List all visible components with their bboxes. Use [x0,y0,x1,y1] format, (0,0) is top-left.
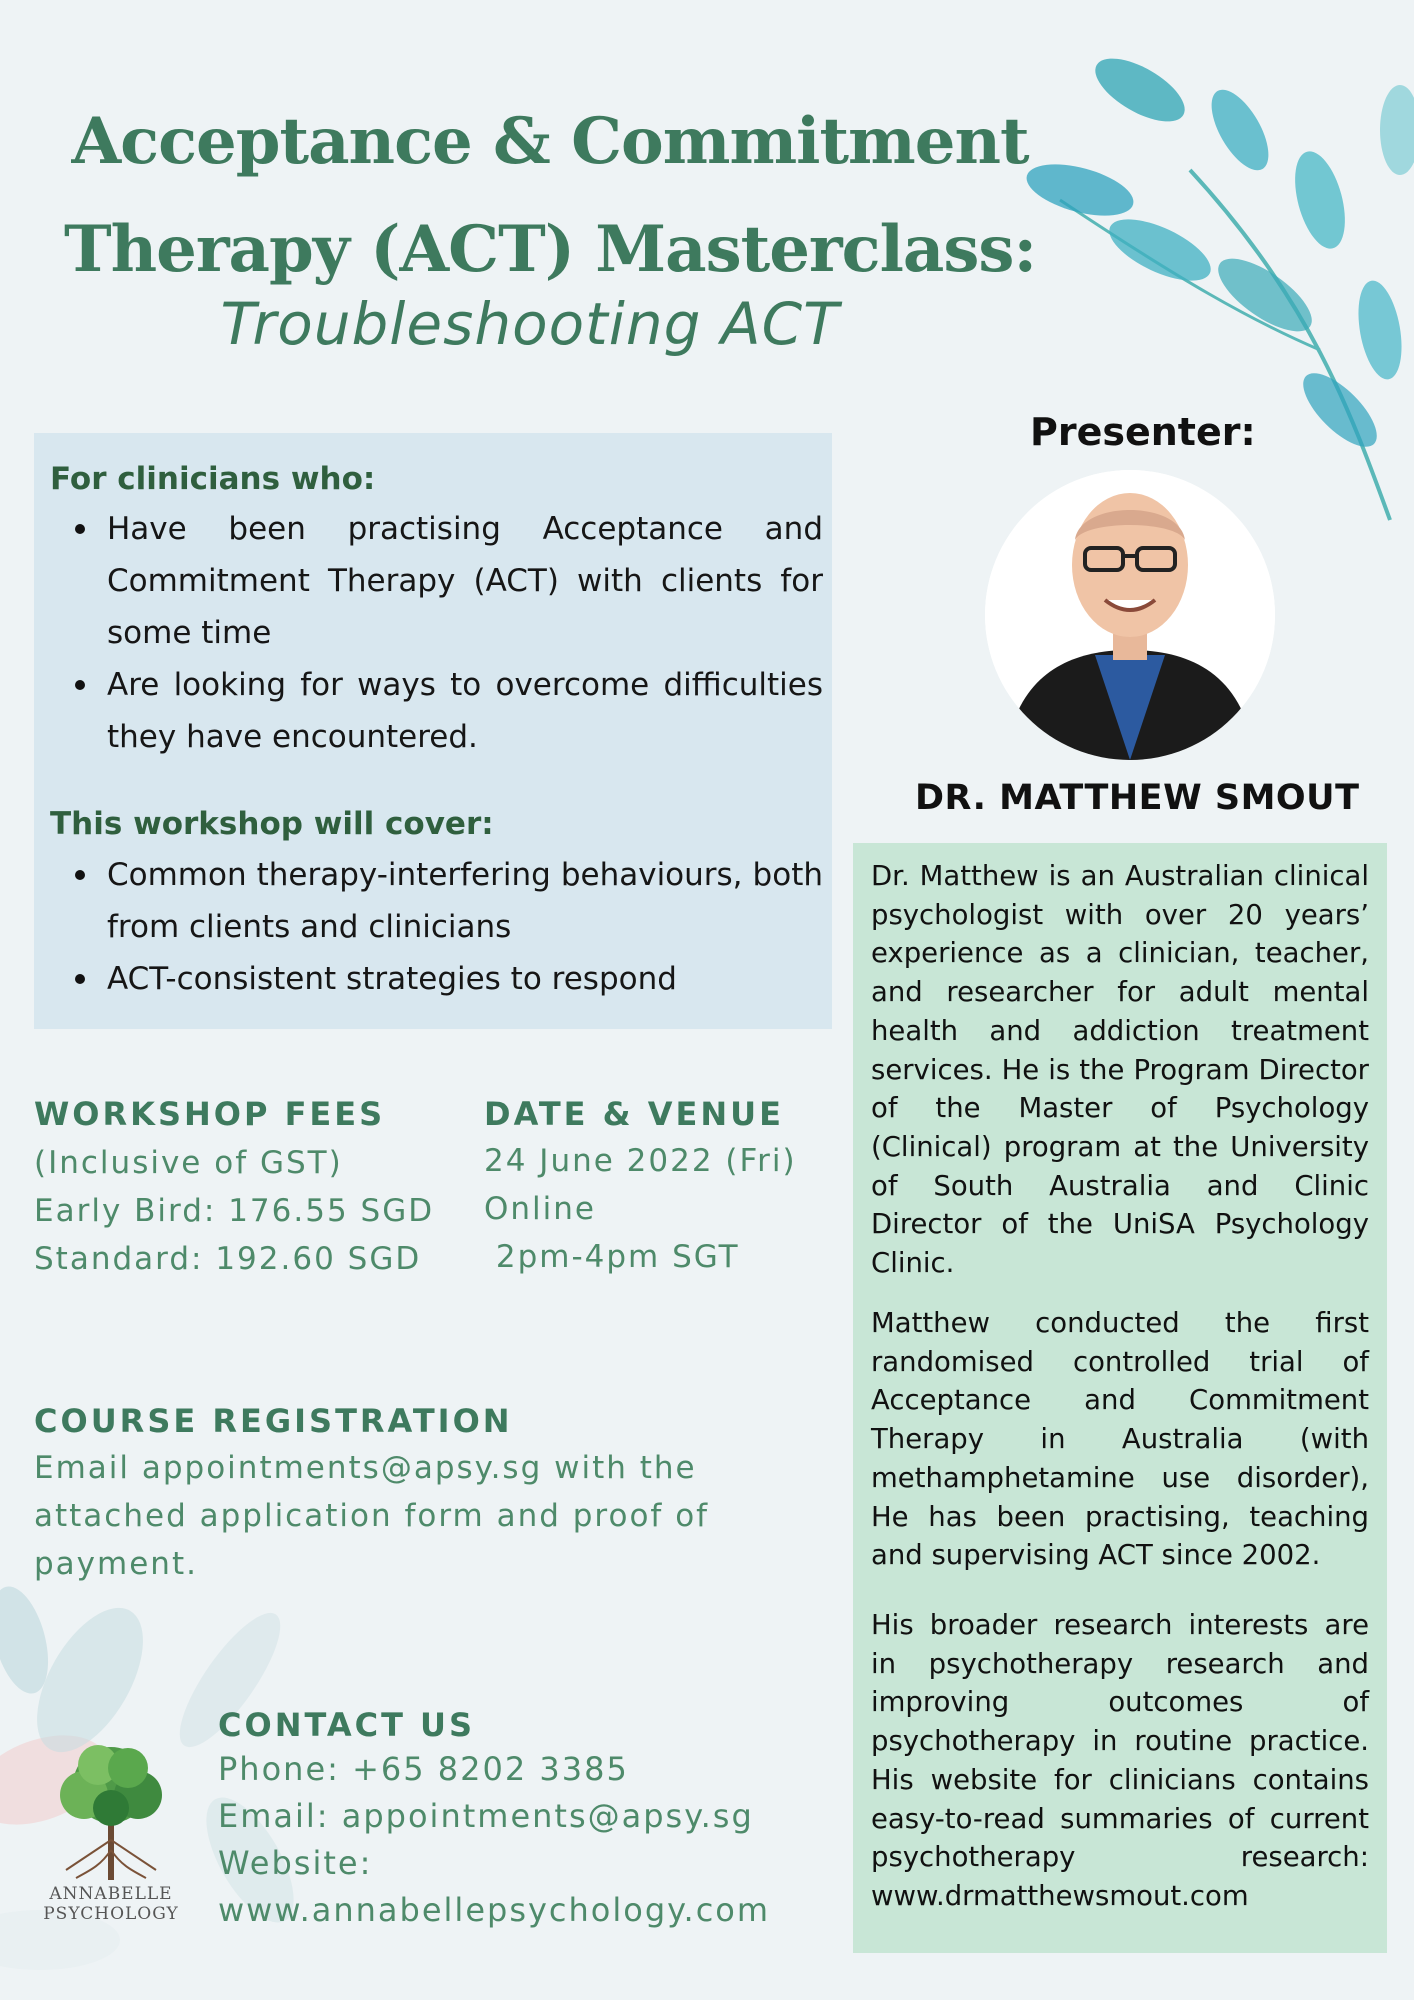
title-line-1: Acceptance & Commitment [71,104,1029,179]
bullet-icon [75,974,85,984]
venue-line: Online [484,1191,596,1227]
audience-panel [34,433,832,1029]
list-item-text: Have been practising Acceptance and Commitment Therapy (ACT) with clients for some time [107,511,823,651]
list-item-text: ACT-consistent strategies to respond [107,961,677,997]
fees-line: Early Bird: 176.55 SGD [34,1193,435,1229]
list-item [107,503,823,659]
presenter-name: DR. MATTHEW SMOUT [915,778,1360,818]
presenter-label: Presenter: [1030,410,1256,454]
date-venue-section [484,1095,834,1281]
date-venue-heading: DATE & VENUE [484,1095,784,1133]
presenter-bio-panel [853,843,1387,1953]
audience-list [107,503,823,763]
tree-icon [36,1730,186,1880]
coverage-list [107,849,823,1005]
contact-heading: CONTACT US [218,1706,476,1744]
page-subtitle: Troubleshooting ACT [220,290,840,358]
title-line-2: Therapy (ACT) Masterclass: [63,212,1037,287]
annabelle-logo [36,1730,186,1924]
presenter-photo [985,470,1275,760]
registration-line: Email appointments@apsy.sg with the [34,1450,697,1486]
list-item [107,953,823,1005]
audience-heading: For clinicians who: [50,461,376,497]
bio-paragraph: His broader research interests are in psychotherapy research and improving outcomes of psychotherapy in routine practice. His website for clinicians contains easy-to-read summaries of current psychotherapy research: www.drmatthewsmout.com [871,1609,1369,1912]
coverage-heading: This workshop will cover: [50,806,494,842]
date-line: 24 June 2022 (Fri) [484,1143,797,1179]
list-item [107,659,823,763]
contact-website-label: Website: [218,1844,373,1882]
contact-phone[interactable]: Phone: +65 8202 3385 [218,1750,629,1788]
bio-paragraph: Dr. Matthew is an Australian clinical psychologist with over 20 years’ experience as a clinician, teacher, and researcher for adult mental health and addiction treatment services. He is the Program Director of the Master of Psychology (Clinical) program at the University of South Australia and Clinic Director of the UniSA Psychology Clinic. [871,860,1369,1280]
logo-line-2: PSYCHOLOGY [43,1904,179,1924]
bullet-icon [75,870,85,880]
registration-heading: COURSE REGISTRATION [34,1402,513,1440]
registration-line: attached application form and proof of [34,1498,710,1534]
contact-website-link[interactable]: www.annabellepsychology.com [218,1891,771,1929]
fees-line: (Inclusive of GST) [34,1145,343,1181]
fees-heading: WORKSHOP FEES [34,1095,386,1133]
leaf-branch-decoration [1020,50,1414,530]
presenter-portrait-icon [985,470,1275,760]
list-item-text: Common therapy-interfering behaviours, both from clients and clinicians [107,857,823,945]
fees-section [34,1095,464,1283]
bullet-icon [75,680,85,690]
time-line: 2pm-4pm SGT [484,1239,740,1275]
list-item-text: Are looking for ways to overcome difficulties they have encountered. [107,667,823,755]
logo-line-1: ANNABELLE [49,1884,173,1904]
registration-line: payment. [34,1546,198,1582]
list-item [107,849,823,953]
page-title [60,88,1040,304]
contact-email[interactable]: Email: appointments@apsy.sg [218,1797,754,1835]
fees-line: Standard: 192.60 SGD [34,1241,422,1277]
bullet-icon [75,524,85,534]
registration-section [34,1402,834,1588]
bio-paragraph: Matthew conducted the first randomised controlled trial of Acceptance and Commitment Therapy in Australia (with methamphetamine use disorder), He has been practising, teaching and supervising ACT since 2002. [871,1307,1369,1572]
contact-section [218,1706,848,1934]
